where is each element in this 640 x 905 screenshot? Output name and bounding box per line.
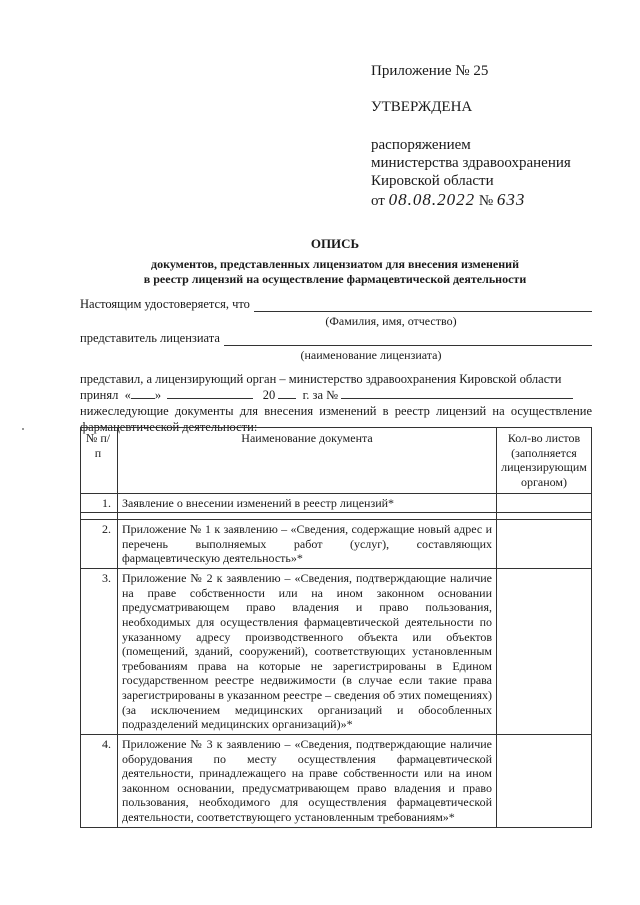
fullname-blank[interactable] (254, 298, 592, 312)
row-count[interactable] (497, 569, 592, 735)
document-title (40, 236, 630, 288)
row-count[interactable] (497, 520, 592, 569)
table-row (81, 569, 592, 735)
number-sign: № (478, 193, 494, 209)
certify-row (80, 297, 592, 312)
handwritten-number: 633 (496, 190, 526, 209)
approved-heading: УТВЕРЖДЕНА (371, 99, 473, 115)
order-line-3: Кировской области (371, 173, 494, 189)
row-num: 2. (81, 520, 118, 569)
form-fields (80, 297, 592, 363)
quote-open: « (124, 388, 131, 402)
scan-speck (22, 428, 24, 430)
order-date-line (371, 190, 571, 210)
header-count: Кол-во листов (заполняется лицензирующим органом) (497, 428, 592, 494)
row-name: Приложение № 1 к заявлению – «Сведения, содержащие новый адрес и перечень выполняемых работ (услуг), составляющих фармацевтическую деятельность»* (118, 520, 497, 569)
table-row (81, 520, 592, 569)
row-name: Приложение № 2 к заявлению – «Сведения, подтверждающие наличие на праве собственности или на ином законном основании предусматривающем право владения и право пользования, необходимых для осуществления фармацевтической деятельности по указанному адресу производственного объекта или объектов (помещений, зданий, сооружений), соответствующих установленным требованиям права на которые не зарегистрированы в Едином государственном реестре недвижимости (в случае если такие права зарегистрированы в указанном реестре – сведения об этих помещениях) (за исключением медицинских организаций и обособленных подразделений медицинских организаций)»* (118, 569, 497, 735)
certify-label: Настоящим удостоверяется, что (80, 297, 250, 311)
header-name: Наименование документа (118, 428, 497, 494)
row-num: 3. (81, 569, 118, 735)
year-blank[interactable] (278, 387, 296, 399)
declaration-paragraph (80, 371, 592, 435)
header-num: № п/п (81, 428, 118, 494)
quote-close: » (154, 388, 162, 402)
order-line-2: министерства здравоохранения (371, 155, 571, 171)
from-prefix: от (371, 193, 385, 209)
row-count[interactable] (497, 734, 592, 827)
approval-block (371, 62, 571, 210)
row-name: Приложение № 3 к заявлению – «Сведения, подтверждающие наличие оборудования по месту осуществления фармацевтической деятельности, принадлежащего на праве собственности или на ином законном основании, предусматривающем право владения и право пользования, необходимого для осуществления фармацевтической деятельности, соответствующего установленным требованиям»* (118, 734, 497, 827)
row-num: 4. (81, 734, 118, 827)
year-prefix: 20 (262, 388, 276, 402)
registration-number-blank[interactable] (341, 387, 573, 399)
row-name: Заявление о внесении изменений в реестр лицензий* (118, 493, 497, 513)
paragraph-line-1: представил, а лицензирующий орган – министерство здравоохранения Кировской области (80, 372, 562, 386)
row-num: 1. (81, 493, 118, 513)
paragraph-rest: нижеследующие документы для внесения изменений в реестр лицензий на осуществление фармацевтической деятельности: (80, 404, 592, 434)
accepted-label: принял (80, 388, 119, 402)
title-line-1: ОПИСЬ (310, 236, 360, 251)
documents-table (80, 427, 592, 828)
title-line-2: документов, представленных лицензиатом для внесения изменений (151, 256, 519, 271)
representative-label: представитель лицензиата (80, 331, 220, 345)
year-suffix: г. за № (302, 388, 339, 402)
fullname-caption: (Фамилия, имя, отчество) (325, 314, 457, 328)
paragraph-line-2 (80, 387, 592, 403)
representative-row (80, 331, 592, 346)
row-count[interactable] (497, 493, 592, 513)
month-blank[interactable] (167, 387, 253, 399)
table-header-row (81, 428, 592, 494)
table-row (81, 734, 592, 827)
licensee-blank[interactable] (224, 332, 592, 346)
order-line-1: распоряжением (371, 137, 471, 153)
title-line-3: в реестр лицензий на осуществление фармацевтической деятельности (143, 272, 527, 287)
appendix-number: Приложение № 25 (371, 63, 489, 79)
table-row (81, 493, 592, 513)
licensee-caption: (наименование лицензиата) (300, 348, 442, 362)
day-blank[interactable] (131, 387, 155, 399)
table-spacer-row (81, 513, 592, 520)
handwritten-date: 08.08.2022 (388, 190, 476, 209)
